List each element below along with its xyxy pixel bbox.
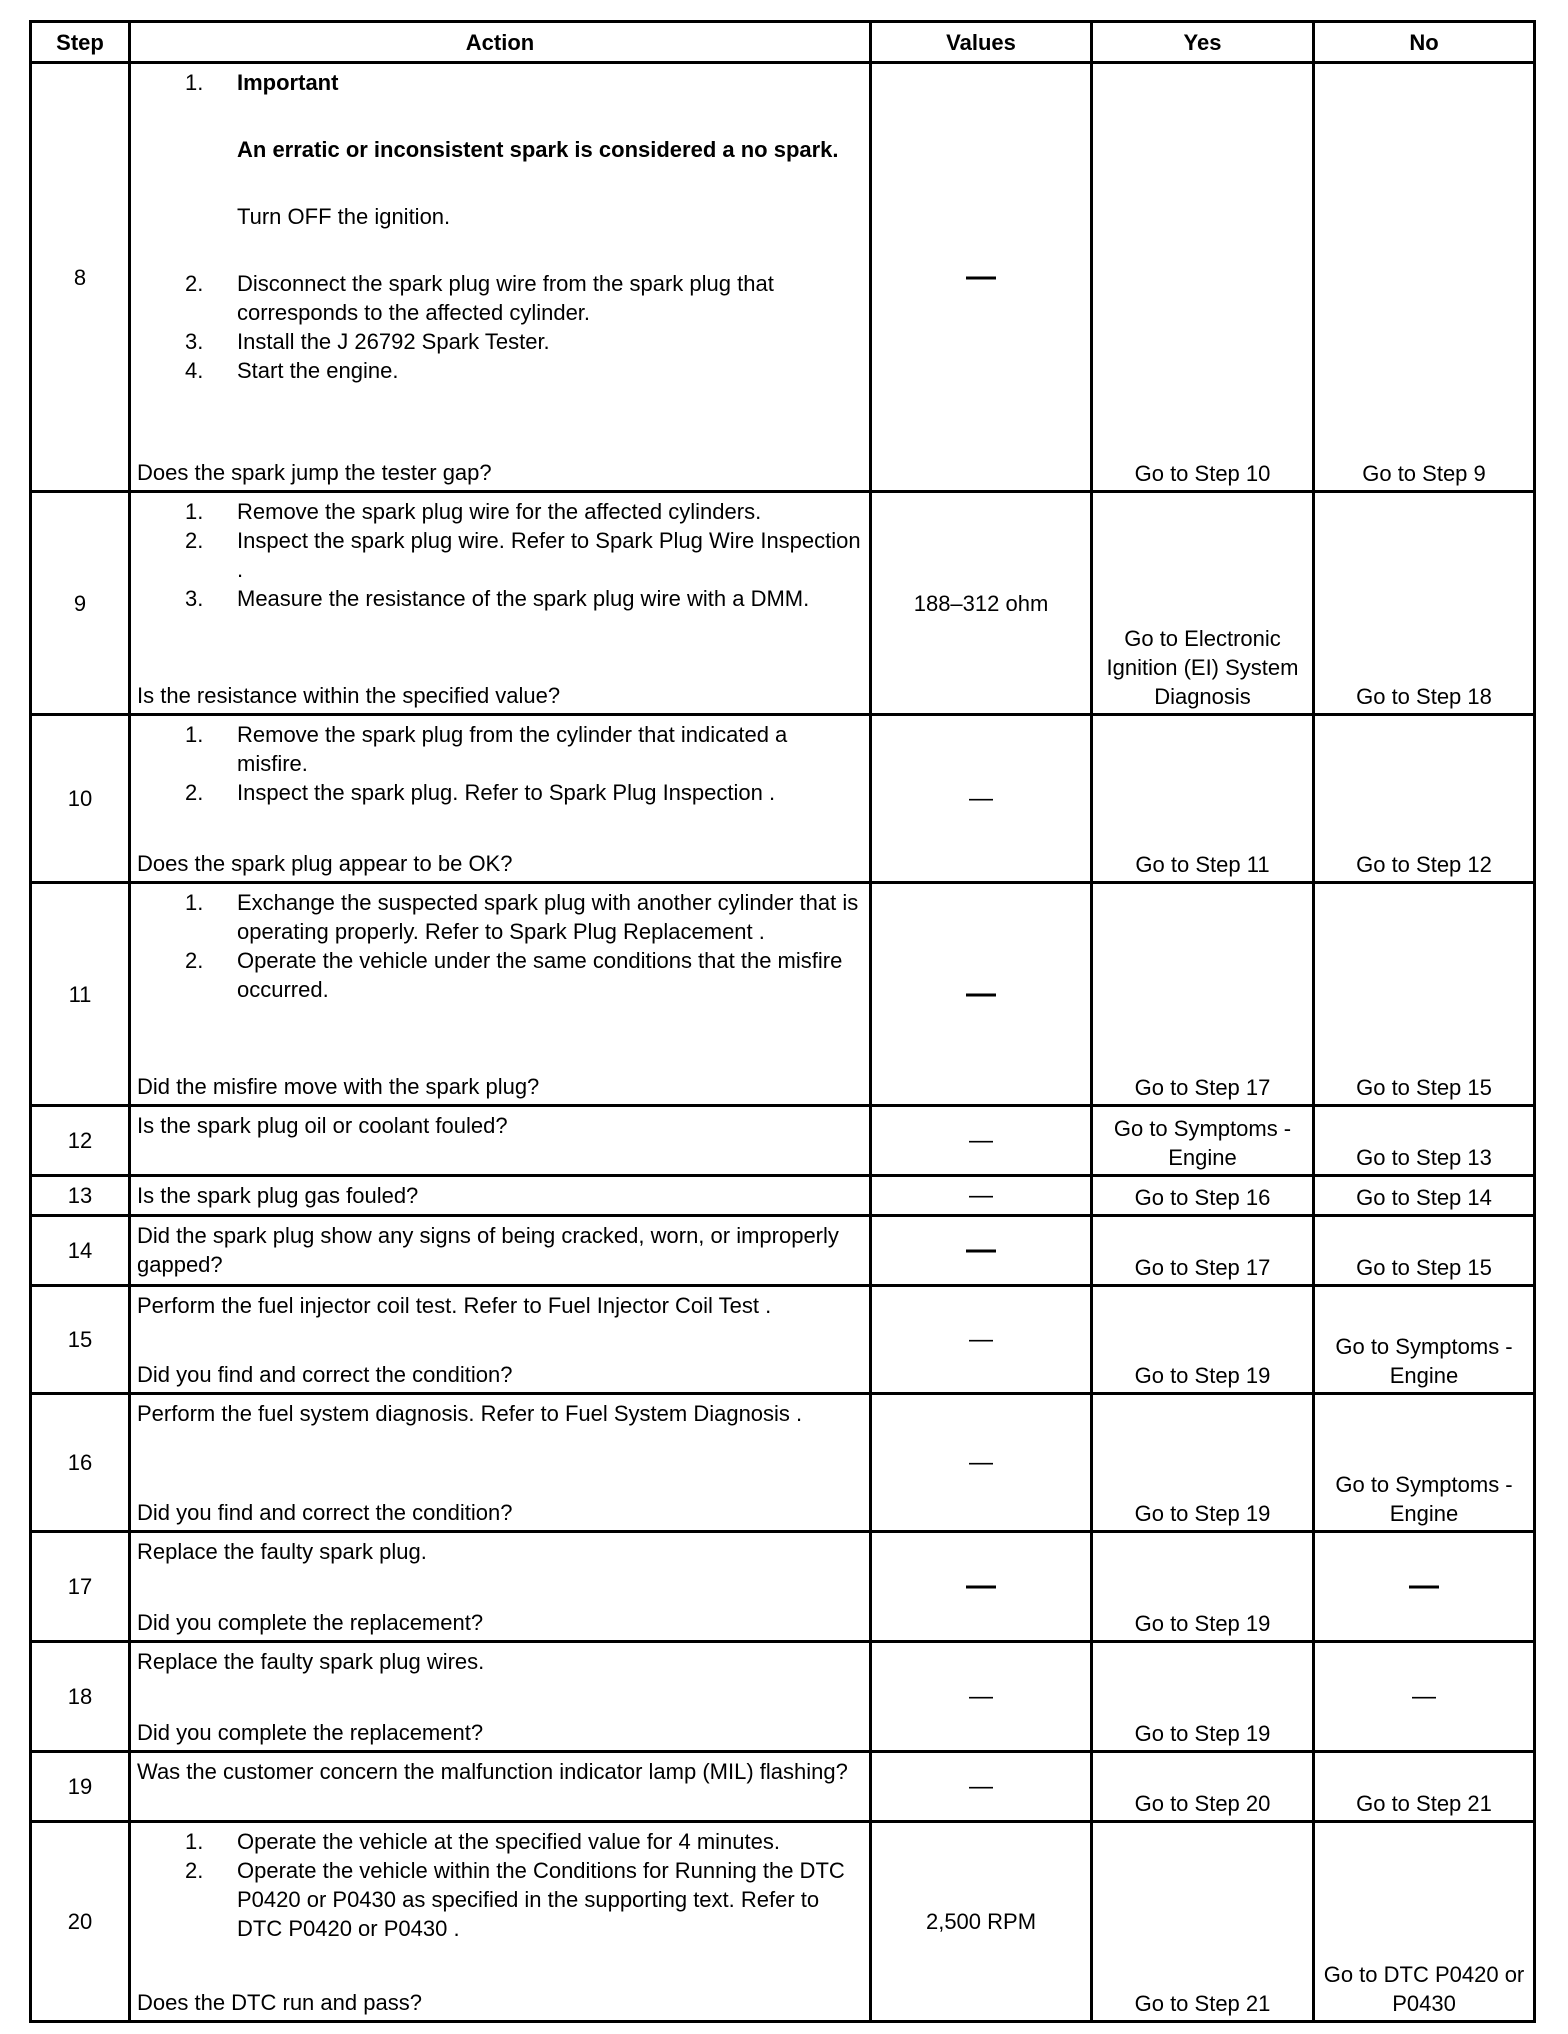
no-cell: —	[1314, 1642, 1535, 1752]
header-step: Step	[31, 22, 130, 63]
no-cell: —	[1314, 1532, 1535, 1642]
list-item: 1. Remove the spark plug wire for the affected cylinders.	[185, 499, 762, 524]
values-cell: —	[871, 1394, 1092, 1532]
list-item: 2. Inspect the spark plug wire. Refer to Spark Plug Wire Inspection .	[185, 528, 861, 582]
yes-cell: Go to Step 19	[1092, 1286, 1314, 1394]
step-number: 12	[31, 1106, 130, 1176]
question-text: Did you find and correct the condition?	[137, 1362, 513, 1387]
action-list	[137, 888, 863, 1004]
values-cell: —	[871, 1752, 1092, 1822]
values-cell: —	[871, 1176, 1092, 1216]
no-cell: Go to DTC P0420 or P0430	[1314, 1822, 1535, 2022]
question-text: Does the DTC run and pass?	[137, 1990, 422, 2015]
list-item: 2. Inspect the spark plug. Refer to Spark Plug Inspection .	[185, 780, 776, 805]
yes-cell: Go to Step 20	[1092, 1752, 1314, 1822]
values-cell: —	[871, 63, 1092, 492]
step-number: 9	[31, 492, 130, 715]
instruction-text: Replace the faulty spark plug.	[137, 1539, 427, 1564]
step-number: 8	[31, 63, 130, 492]
step-number: 17	[31, 1532, 130, 1642]
action-cell	[130, 1752, 871, 1822]
list-item: 1. Exchange the suspected spark plug with another cylinder that is operating properly. Refer to Spark Plug Replacement .	[185, 890, 859, 944]
list-item-text: Turn OFF the ignition.	[237, 204, 451, 229]
action-cell	[130, 1216, 871, 1286]
yes-cell: Go to Step 11	[1092, 715, 1314, 883]
table-row-step-20	[31, 1822, 1535, 2022]
values-cell: —	[871, 1106, 1092, 1176]
action-cell	[130, 1106, 871, 1176]
table-row-step-11	[31, 883, 1535, 1106]
table-row-step-14	[31, 1216, 1535, 1286]
yes-cell: Go to Step 16	[1092, 1176, 1314, 1216]
table-row-step-13	[31, 1176, 1535, 1216]
table-row-step-10	[31, 715, 1535, 883]
yes-cell: Go to Step 17	[1092, 1216, 1314, 1286]
step-number: 19	[31, 1752, 130, 1822]
step-number: 16	[31, 1394, 130, 1532]
table-row-step-15	[31, 1286, 1535, 1394]
no-cell: Go to Symptoms - Engine	[1314, 1286, 1535, 1394]
values-cell: —	[871, 1216, 1092, 1286]
values-cell: —	[871, 1532, 1092, 1642]
header-yes: Yes	[1092, 22, 1314, 63]
action-list	[137, 720, 863, 807]
question-text: Is the resistance within the specified value?	[137, 683, 561, 708]
action-list	[137, 68, 863, 385]
table-row-step-18	[31, 1642, 1535, 1752]
values-cell: —	[871, 883, 1092, 1106]
question-text: Is the spark plug oil or coolant fouled?	[137, 1113, 508, 1138]
no-cell: Go to Step 15	[1314, 883, 1535, 1106]
important-note: An erratic or inconsistent spark is considered a no spark.	[237, 137, 839, 162]
list-item: 3. Measure the resistance of the spark plug wire with a DMM.	[185, 586, 810, 611]
question-text: Did you find and correct the condition?	[137, 1500, 513, 1525]
list-item: 3. Install the J 26792 Spark Tester.	[185, 329, 550, 354]
action-cell	[130, 63, 871, 492]
list-item: 2. Operate the vehicle within the Conditions for Running the DTC P0420 or P0430 as specified in the supporting text. Refer to DTC P0420 or P0430 .	[185, 1858, 845, 1941]
no-cell: Go to Step 15	[1314, 1216, 1535, 1286]
important-label: Important	[237, 70, 339, 95]
table-row-step-12	[31, 1106, 1535, 1176]
no-cell: Go to Step 21	[1314, 1752, 1535, 1822]
list-item: 1. Important An erratic or inconsistent spark is considered a no spark. Turn OFF the ignition.	[137, 68, 863, 269]
action-cell	[130, 1822, 871, 2022]
table-row-step-16	[31, 1394, 1535, 1532]
values-cell: —	[871, 715, 1092, 883]
action-cell	[130, 1176, 871, 1216]
yes-cell: Go to Electronic Ignition (EI) System Diagnosis	[1092, 492, 1314, 715]
step-number: 13	[31, 1176, 130, 1216]
table-header-row	[31, 22, 1535, 63]
yes-cell: Go to Step 17	[1092, 883, 1314, 1106]
instruction-text: Perform the fuel injector coil test. Refer to Fuel Injector Coil Test .	[137, 1293, 772, 1318]
action-list	[137, 1827, 863, 1943]
question-text: Does the spark jump the tester gap?	[137, 460, 492, 485]
no-cell: Go to Step 14	[1314, 1176, 1535, 1216]
list-item: 2. Operate the vehicle under the same conditions that the misfire occurred.	[185, 948, 843, 1002]
step-number: 10	[31, 715, 130, 883]
table-row-step-19	[31, 1752, 1535, 1822]
no-cell: Go to Step 13	[1314, 1106, 1535, 1176]
step-number: 20	[31, 1822, 130, 2022]
question-text: Did you complete the replacement?	[137, 1720, 484, 1745]
action-cell	[130, 1286, 871, 1394]
list-item: 1. Remove the spark plug from the cylinder that indicated a misfire.	[185, 722, 788, 776]
step-number: 15	[31, 1286, 130, 1394]
action-cell	[130, 1394, 871, 1532]
diagnostic-table	[29, 20, 1536, 2023]
header-no: No	[1314, 22, 1535, 63]
list-item: 2. Disconnect the spark plug wire from the spark plug that corresponds to the affected cylinder.	[185, 271, 774, 325]
step-number: 14	[31, 1216, 130, 1286]
values-cell: —	[871, 1642, 1092, 1752]
no-cell: Go to Step 12	[1314, 715, 1535, 883]
yes-cell: Go to Symptoms - Engine	[1092, 1106, 1314, 1176]
action-cell	[130, 883, 871, 1106]
action-cell	[130, 1532, 871, 1642]
question-text: Did the spark plug show any signs of being cracked, worn, or improperly gapped?	[137, 1223, 839, 1277]
list-item: 1. Operate the vehicle at the specified value for 4 minutes.	[185, 1829, 780, 1854]
list-item: 4. Start the engine.	[185, 358, 399, 383]
header-values: Values	[871, 22, 1092, 63]
yes-cell: Go to Step 19	[1092, 1394, 1314, 1532]
action-cell	[130, 492, 871, 715]
step-number: 11	[31, 883, 130, 1106]
yes-cell: Go to Step 19	[1092, 1642, 1314, 1752]
table-row-step-8	[31, 63, 1535, 492]
yes-cell: Go to Step 10	[1092, 63, 1314, 492]
question-text: Does the spark plug appear to be OK?	[137, 851, 513, 876]
table-row-step-17	[31, 1532, 1535, 1642]
no-cell: Go to Symptoms - Engine	[1314, 1394, 1535, 1532]
table-row-step-9	[31, 492, 1535, 715]
yes-cell: Go to Step 19	[1092, 1532, 1314, 1642]
action-cell	[130, 1642, 871, 1752]
question-text: Did the misfire move with the spark plug?	[137, 1074, 540, 1099]
instruction-text: Perform the fuel system diagnosis. Refer to Fuel System Diagnosis .	[137, 1401, 803, 1426]
question-text: Is the spark plug gas fouled?	[137, 1183, 419, 1208]
values-cell: 2,500 RPM	[871, 1822, 1092, 2022]
values-cell: 188–312 ohm	[871, 492, 1092, 715]
header-action: Action	[130, 22, 871, 63]
step-number: 18	[31, 1642, 130, 1752]
no-cell: Go to Step 18	[1314, 492, 1535, 715]
yes-cell: Go to Step 21	[1092, 1822, 1314, 2022]
no-cell: Go to Step 9	[1314, 63, 1535, 492]
question-text: Was the customer concern the malfunction indicator lamp (MIL) flashing?	[137, 1759, 848, 1784]
question-text: Did you complete the replacement?	[137, 1610, 484, 1635]
action-cell	[130, 715, 871, 883]
values-cell: —	[871, 1286, 1092, 1394]
action-list	[137, 497, 863, 613]
instruction-text: Replace the faulty spark plug wires.	[137, 1649, 485, 1674]
